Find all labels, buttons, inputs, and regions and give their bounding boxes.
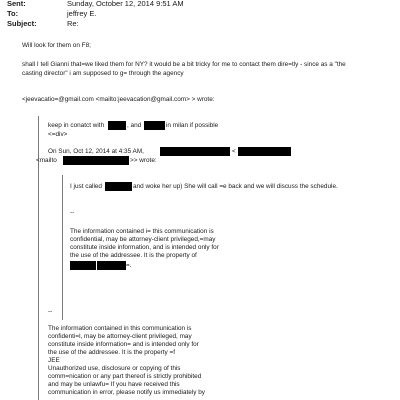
div-tag-text: <=div> (48, 131, 68, 138)
sent-value: Sunday, October 12, 2014 9:51 AM (67, 0, 184, 8)
confidential-line-2: confidential, may be attorney-client privileged,=may (70, 236, 216, 243)
footer-line-9: communication in error, please notify us immediately by (48, 389, 205, 396)
called-text-a: I just called (70, 183, 102, 190)
redaction-box (97, 261, 126, 270)
redaction-box (70, 261, 96, 270)
dashes-level2: -- (70, 209, 75, 216)
mailto-text-b: >> wrote: (130, 157, 157, 164)
redaction-box (144, 121, 165, 130)
quote-header: <jeevacatio=@gmail.com <mailto:jeevacation@gmail.com> > wrote: (22, 96, 215, 103)
to-row (7, 9, 96, 18)
mailto-text-a: <mailto (36, 157, 57, 164)
redaction-box (238, 147, 291, 156)
sent-label: Sent: (7, 0, 26, 8)
body-line-2: shall I tell Gianni that=we liked them for NY? it would be a bit tricky for me to contact them dire=tly - since as a "the (22, 61, 346, 68)
subject-value: Re: (67, 19, 79, 28)
keep-text-a: keep in conatct with (48, 122, 105, 129)
confidential-line-3: constitute inside information, and is intended only for (70, 244, 219, 251)
called-text-b: and woke her up) She will call =e back and we will discuss the schedule. (133, 183, 338, 190)
subject-row (7, 19, 79, 28)
confidential-line-5-end: =. (126, 262, 132, 269)
keep-text-c: in milan if possible (166, 122, 219, 129)
to-value: jeffrey E. (67, 9, 97, 18)
footer-line-7: comm=nication or any part thereof is strictly prohibited (48, 373, 202, 380)
redaction-box (160, 147, 230, 156)
dashes-level1: -- (48, 308, 53, 315)
footer-line-2: confidenti=l, may be attorney-client privileged, may (48, 333, 192, 340)
lt-text: < (232, 148, 236, 155)
footer-line-1: The information contained in this communication is (48, 325, 192, 332)
redaction-box (108, 121, 126, 130)
footer-line-8: and may be unlawfu= If you have received this (48, 381, 180, 388)
redaction-box (63, 156, 129, 165)
quote-bar-level2 (62, 175, 63, 320)
confidential-line-4: the use of the addressee. It is the property of (70, 252, 197, 259)
footer-line-4: the use of the addressee. It is the property =f (48, 349, 176, 356)
keep-text-b: , and (127, 122, 142, 129)
confidential-line-1: The information contained i= this communication is (70, 228, 214, 235)
footer-line-6: Unauthorized use, disclosure or copying of this (48, 365, 181, 372)
subject-label: Subject: (7, 19, 37, 28)
sent-row (7, 0, 184, 8)
to-label: To: (7, 9, 19, 18)
footer-line-5: JEE (48, 357, 60, 364)
redaction-box (105, 182, 132, 191)
footer-line-3: constitute inside information= and is intended only for (48, 341, 199, 348)
on-date-text: On Sun, Oct 12, 2014 at 4:35 AM, (48, 148, 144, 155)
body-line-3: casting director" i am supposed to g= through the agency (22, 70, 184, 77)
body-line-1: Will look for them on F8; (22, 42, 91, 49)
